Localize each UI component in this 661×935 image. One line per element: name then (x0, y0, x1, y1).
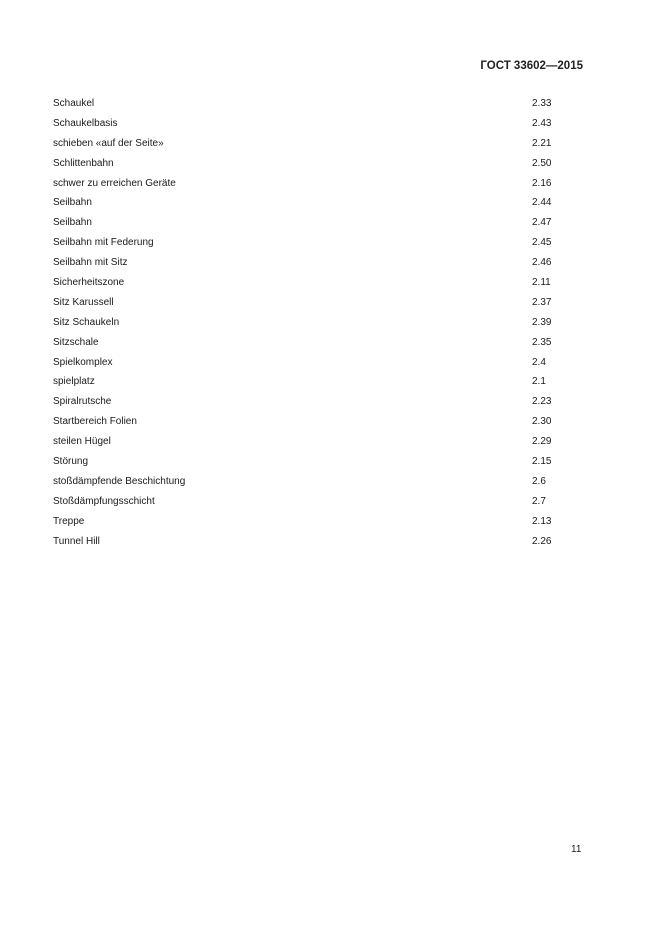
index-entry (53, 512, 583, 532)
index-entry (53, 353, 583, 373)
index-term: Schaukelbasis (53, 117, 118, 129)
index-entry (53, 174, 583, 194)
index-section-ref: 2.30 (532, 416, 552, 428)
index-entry (53, 472, 583, 492)
index-section-ref: 2.1 (532, 376, 546, 388)
index-section-ref: 2.29 (532, 436, 552, 448)
index-section-ref: 2.21 (532, 137, 552, 149)
index-term: Seilbahn (53, 217, 92, 229)
index-term: spielplatz (53, 376, 95, 388)
index-entry (53, 412, 583, 432)
index-section-ref: 2.15 (532, 456, 552, 468)
index-entry (53, 94, 583, 114)
index-term: Sitz Schaukeln (53, 316, 120, 328)
alphabetical-index (53, 94, 583, 551)
index-term: steilen Hügel (53, 436, 111, 448)
index-section-ref: 2.47 (532, 217, 552, 229)
index-term: Sitzschale (53, 336, 99, 348)
index-term: Spielkomplex (53, 356, 113, 368)
index-entry (53, 134, 583, 154)
index-term: Störung (53, 456, 89, 468)
index-term: Seilbahn (53, 197, 92, 209)
index-section-ref: 2.45 (532, 237, 552, 249)
index-section-ref: 2.43 (532, 117, 552, 129)
index-entry (53, 233, 583, 253)
index-section-ref: 2.46 (532, 257, 552, 269)
index-entry (53, 193, 583, 213)
index-term: Schlittenbahn (53, 157, 114, 169)
index-section-ref: 2.6 (532, 475, 546, 487)
index-entry (53, 154, 583, 174)
index-term: schieben «auf der Seite» (53, 137, 164, 149)
document-header-standard: ГОСТ 33602—2015 (480, 60, 583, 72)
index-section-ref: 2.35 (532, 336, 552, 348)
index-section-ref: 2.44 (532, 197, 552, 209)
index-section-ref: 2.50 (532, 157, 552, 169)
index-term: Treppe (53, 515, 85, 527)
index-section-ref: 2.11 (532, 277, 551, 289)
index-term: Seilbahn mit Sitz (53, 257, 128, 269)
index-entry (53, 253, 583, 273)
index-section-ref: 2.26 (532, 535, 552, 547)
index-term: Startbereich Folien (53, 416, 137, 428)
index-term: stoßdämpfende Beschichtung (53, 475, 186, 487)
index-section-ref: 2.39 (532, 316, 552, 328)
index-term: Spiralrutsche (53, 396, 112, 408)
index-term: Sitz Karussell (53, 296, 114, 308)
index-entry (53, 213, 583, 233)
index-term: Seilbahn mit Federung (53, 237, 154, 249)
index-section-ref: 2.37 (532, 296, 552, 308)
index-section-ref: 2.23 (532, 396, 552, 408)
index-term: Schaukel (53, 98, 95, 109)
index-section-ref: 2.16 (532, 177, 552, 189)
index-entry (53, 114, 583, 134)
index-entry (53, 532, 583, 552)
index-entry (53, 372, 583, 392)
index-term: Tunnel Hill (53, 535, 100, 547)
index-section-ref: 2.4 (532, 356, 546, 368)
index-entry (53, 432, 583, 452)
index-term: Sicherheitszone (53, 277, 125, 289)
index-term: Stoßdämpfungsschicht (53, 495, 155, 507)
index-entry (53, 492, 583, 512)
index-entry (53, 313, 583, 333)
index-entry (53, 293, 583, 313)
index-entry (53, 333, 583, 353)
index-section-ref: 2.33 (532, 98, 552, 109)
index-term: schwer zu erreichen Geräte (53, 177, 176, 189)
page-number: 11 (571, 844, 582, 855)
index-entry (53, 452, 583, 472)
index-entry (53, 273, 583, 293)
index-entry (53, 392, 583, 412)
index-section-ref: 2.13 (532, 515, 552, 527)
index-section-ref: 2.7 (532, 495, 546, 507)
